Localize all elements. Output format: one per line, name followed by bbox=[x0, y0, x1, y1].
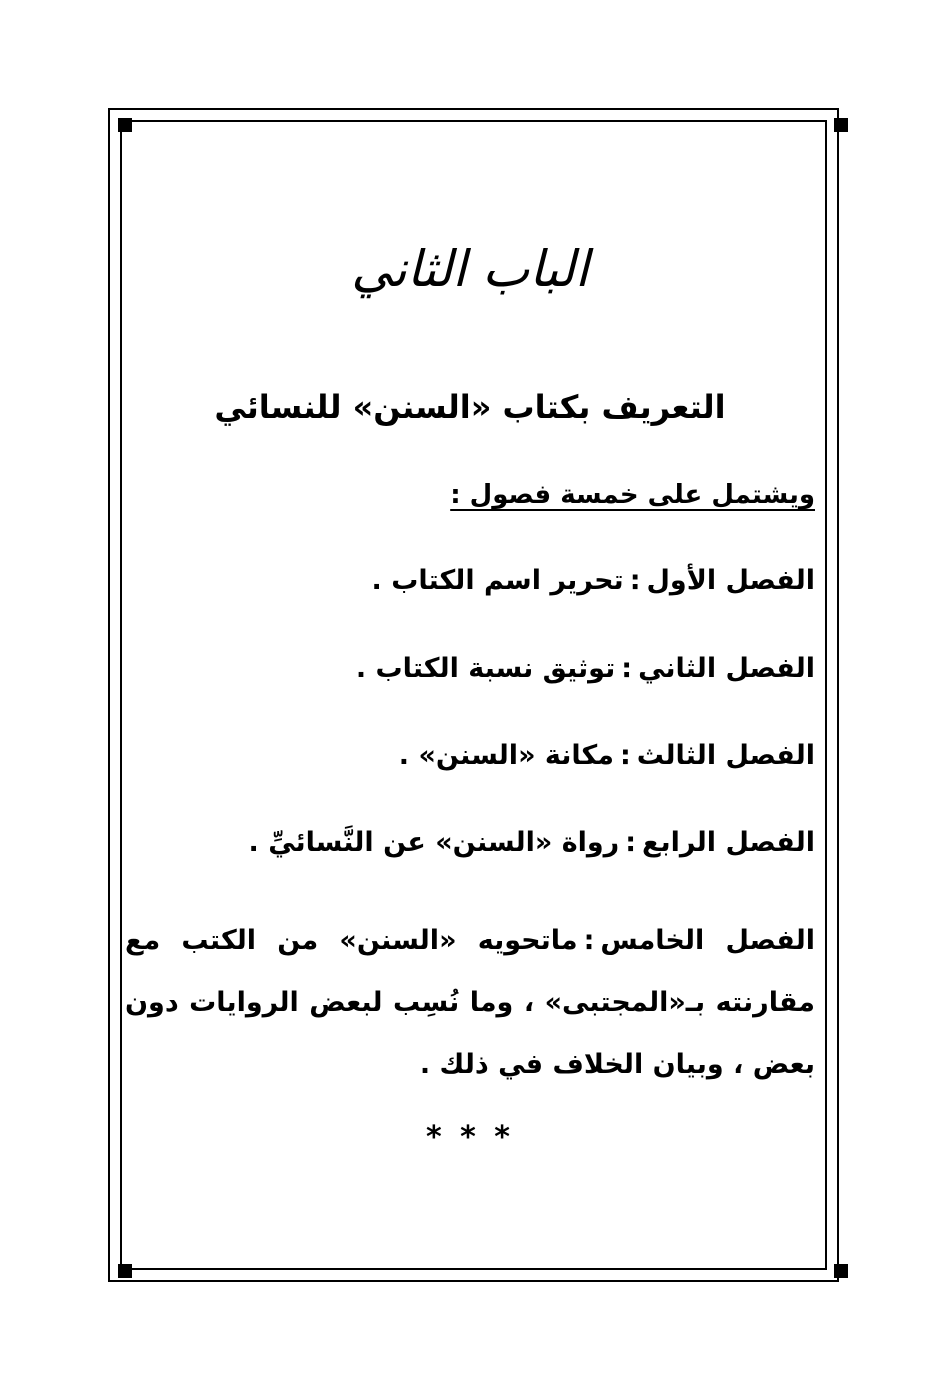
section-label: الفصل الخامس bbox=[600, 925, 815, 956]
section-label: الفصل الأول bbox=[646, 565, 815, 596]
section-1 bbox=[125, 565, 815, 596]
corner-ornament-top-right bbox=[834, 118, 848, 132]
corner-ornament-bottom-left bbox=[118, 1264, 132, 1278]
section-text: توثيق نسبة الكتاب . bbox=[355, 653, 616, 684]
section-separator: : bbox=[583, 925, 595, 956]
chapter-intro: ويشتمل على خمسة فصول : bbox=[450, 480, 815, 510]
corner-ornament-bottom-right bbox=[834, 1264, 848, 1278]
section-4 bbox=[125, 827, 815, 858]
end-asterisks: * * * bbox=[426, 1120, 514, 1155]
section-separator: : bbox=[629, 565, 641, 596]
section-separator: : bbox=[621, 653, 633, 684]
section-3 bbox=[125, 740, 815, 771]
section-separator: : bbox=[619, 740, 631, 771]
section-label: الفصل الرابع bbox=[642, 827, 815, 858]
section-label: الفصل الثاني bbox=[638, 653, 815, 684]
section-text: مكانة «السنن» . bbox=[398, 740, 614, 771]
section-2 bbox=[125, 653, 815, 684]
chapter-title: الباب الثاني bbox=[351, 240, 589, 298]
section-text: تحرير اسم الكتاب . bbox=[371, 565, 624, 596]
section-separator: : bbox=[625, 827, 637, 858]
section-text: ماتحويه «السنن» من الكتب مع مقارنته بـ«المجتبى» ، وما نُسِب لبعض الروايات دون بعض ، وبيان الخلاف في ذلك . bbox=[125, 925, 815, 1080]
section-label: الفصل الثالث bbox=[636, 740, 815, 771]
chapter-subtitle: التعريف بكتاب «السنن» للنسائي bbox=[214, 388, 726, 426]
section-text: رواة «السنن» عن النَّسائيِّ . bbox=[248, 827, 620, 858]
section-5 bbox=[125, 910, 815, 1096]
corner-ornament-top-left bbox=[118, 118, 132, 132]
